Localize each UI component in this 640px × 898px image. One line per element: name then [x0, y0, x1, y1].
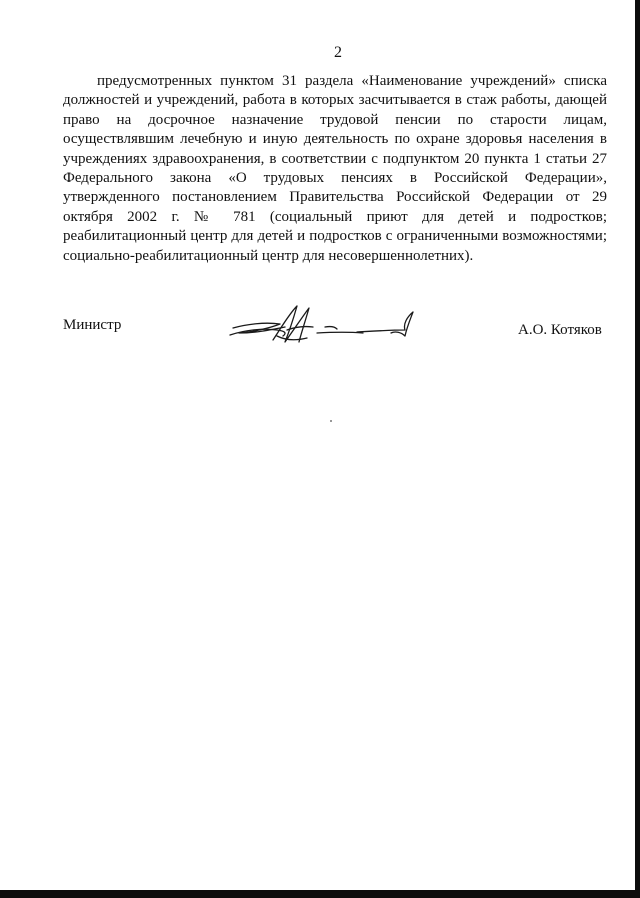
scan-border-right — [635, 0, 640, 898]
signatory-name: А.О. Котяков — [518, 322, 602, 338]
scan-speck — [330, 420, 332, 422]
signatory-title: Министр — [63, 317, 122, 333]
scan-border-bottom — [0, 890, 640, 898]
page-number: 2 — [334, 44, 342, 61]
signature-image — [225, 300, 425, 360]
body-paragraph: предусмотренных пунктом 31 раздела «Наименование учреждений» списка должностей и учреждений, работа в которых засчитывается в стаж работы, дающей право на досрочное назначение трудовой пенсии по старости лицам, осуществлявшим лечебную и иную деятельность по охране здоровья населения в учреждениях здравоохранения, в соответствии с подпунктом 20 пункта 1 статьи 27 Федерального закона «О трудовых пенсиях в Российской Федерации», утвержденного постановлением Правительства Российской Федерации от 29 октября 2002 г. № 781 (социальный приют для детей и подростков; реабилитационный центр для детей и подростков с ограниченными возможностями; социально-реабилитационный центр для несовершеннолетних). — [63, 73, 607, 264]
